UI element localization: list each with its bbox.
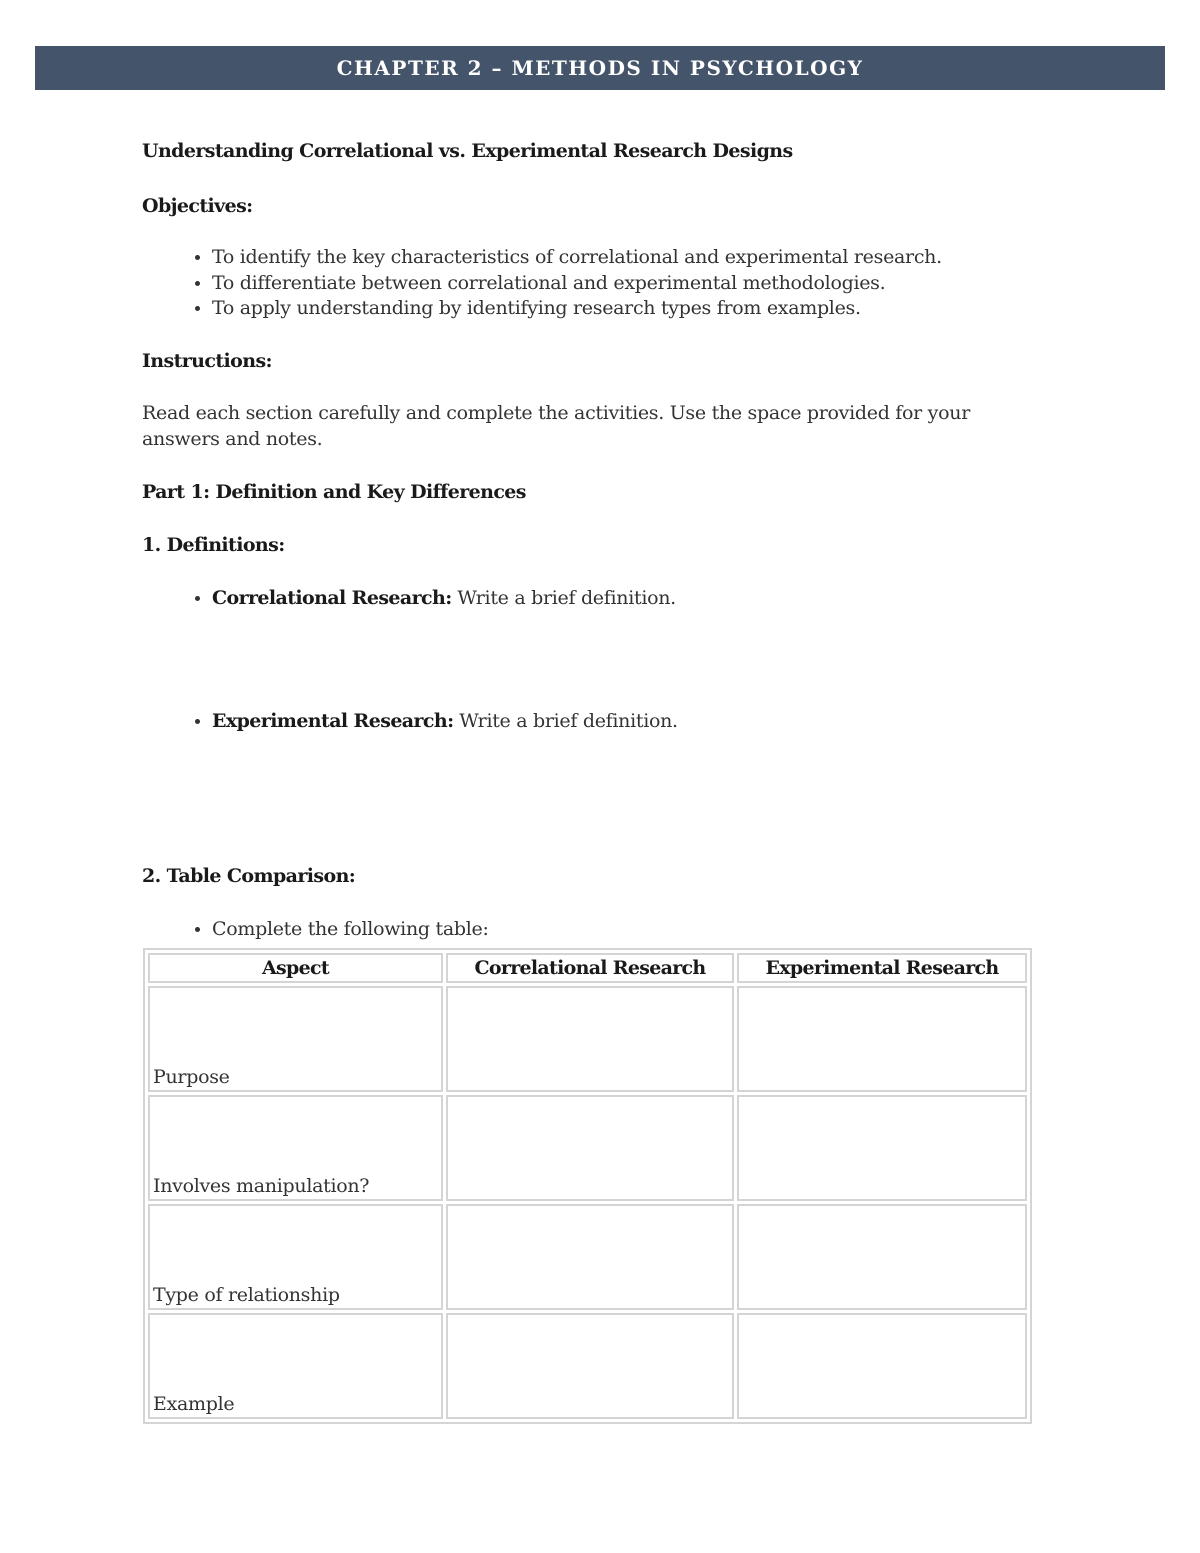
answer-cell[interactable]	[446, 1313, 734, 1419]
worksheet-body	[142, 138, 1022, 942]
list-item: • Complete the following table:	[212, 917, 1022, 943]
definition-term: Correlational Research:	[212, 586, 452, 609]
row-label: Example	[148, 1313, 443, 1419]
objectives-list	[142, 245, 1022, 322]
table-header-row	[148, 953, 1027, 983]
definition-list-correlational	[142, 586, 1022, 612]
comparison-table	[143, 948, 1032, 1424]
definition-item-experimental	[212, 709, 1022, 735]
definition-prompt: Write a brief definition.	[457, 586, 676, 609]
table-row	[148, 1095, 1027, 1201]
chapter-banner	[35, 46, 1165, 90]
answer-cell[interactable]	[737, 1204, 1027, 1310]
row-label: Purpose	[148, 986, 443, 1092]
table-heading: 2. Table Comparison:	[142, 864, 356, 887]
column-header-aspect: Aspect	[148, 953, 443, 983]
list-item: • To identify the key characteristics of correlational and experimental research.	[212, 245, 1022, 271]
instructions-text: Read each section carefully and complete the activities. Use the space provided for your answers and notes.	[142, 401, 970, 450]
part1-heading: Part 1: Definition and Key Differences	[142, 480, 526, 503]
table-row	[148, 986, 1027, 1092]
table-instruction-list	[142, 917, 1022, 943]
answer-cell[interactable]	[737, 1313, 1027, 1419]
row-label: Involves manipulation?	[148, 1095, 443, 1201]
table-row	[148, 1204, 1027, 1310]
instructions-heading: Instructions:	[142, 349, 272, 372]
answer-cell[interactable]	[446, 1095, 734, 1201]
column-header-experimental: Experimental Research	[737, 953, 1027, 983]
list-item: • To apply understanding by identifying research types from examples.	[212, 296, 1022, 322]
answer-cell[interactable]	[446, 986, 734, 1092]
list-item: • To differentiate between correlational and experimental methodologies.	[212, 271, 1022, 297]
table-row	[148, 1313, 1027, 1419]
definition-prompt: Write a brief definition.	[459, 710, 678, 732]
row-label: Type of relationship	[148, 1204, 443, 1310]
definition-item-correlational	[212, 586, 1022, 612]
definitions-heading: 1. Definitions:	[142, 533, 285, 556]
answer-cell[interactable]	[446, 1204, 734, 1310]
worksheet-subtitle: Understanding Correlational vs. Experimental Research Designs	[142, 140, 793, 162]
answer-cell[interactable]	[737, 986, 1027, 1092]
column-header-correlational: Correlational Research	[446, 953, 734, 983]
objectives-heading: Objectives:	[142, 195, 253, 217]
definition-term: Experimental Research:	[212, 710, 454, 732]
answer-cell[interactable]	[737, 1095, 1027, 1201]
definition-list-experimental	[142, 709, 1022, 735]
chapter-title: CHAPTER 2 – METHODS IN PSYCHOLOGY	[336, 56, 864, 80]
